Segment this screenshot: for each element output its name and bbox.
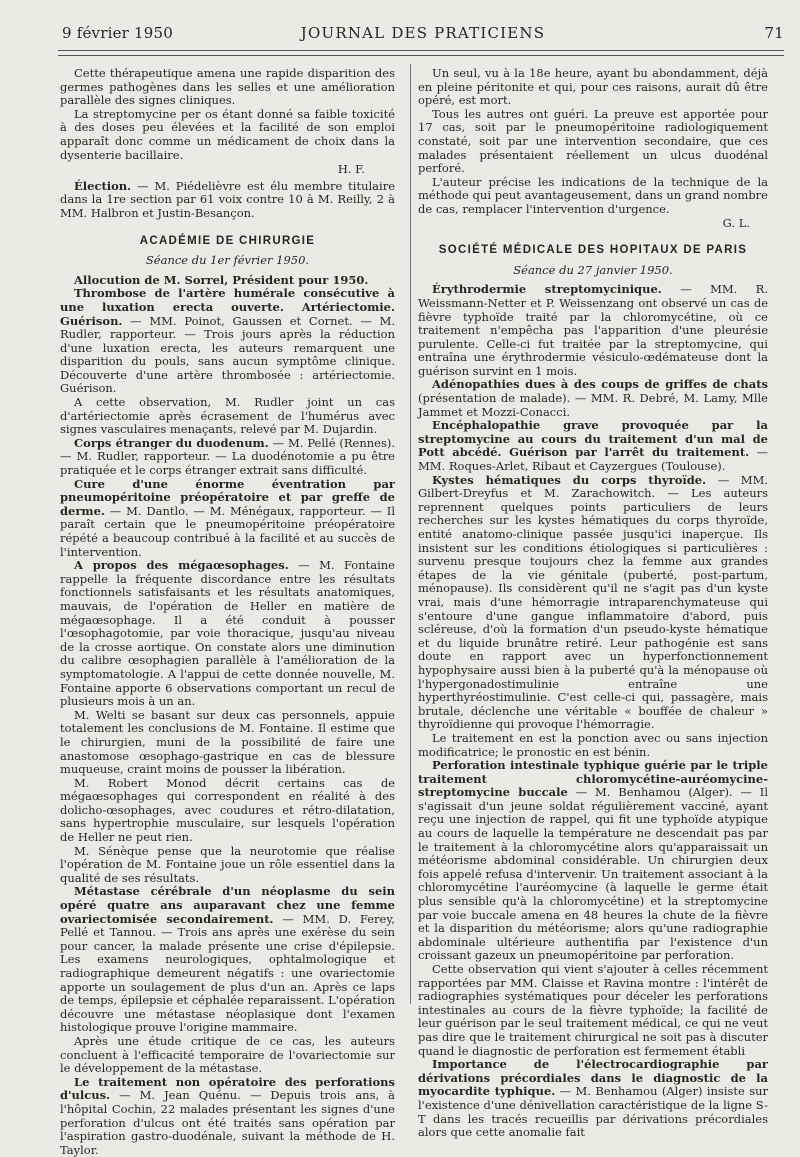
thrombose-paragraph	[60, 287, 395, 396]
erythrodermie-paragraph	[418, 283, 768, 378]
paragraph: Un seul, vu à la 18e heure, ayant bu abondamment, déjà en pleine péritonite et qui, pour ces raisons, aurait dû être opéré, est mort.	[418, 66, 768, 108]
paragraph: M. Sénèque pense que la neurotomie que réalise l'opération de M. Fontaine joue un rôle essentiel dans la qualité de ses résultats.	[60, 843, 395, 885]
item-title: A propos des mégaœsophages.	[74, 558, 289, 573]
item-text: — M. Fontaine rappelle la fréquente discordance entre les résultats fonctionnels satisfaisants et les résultats anatomiques, mauvais, de l'opération de Heller en matière de mégaœsophage. Il a été conduit à pousser l'œsophagotomie, par voie thoracique, jusqu'au niveau de la crosse aortique. On constate alors une diminution du calibre œsophagien parallèle à l'amélioration de la symptomatologie. A l'appui de cette donnée nouvelle, M. Fontaine apporte 6 observations comportant un recul de plusieurs mois à un an.	[60, 558, 395, 709]
session-date: Séance du 1er février 1950.	[145, 253, 310, 268]
paragraph: La streptomycine per os étant donné sa faible toxicité à des doses peu élevées et la facilité de son emploi apparaît donc comme un médicament de choix dans la dysenterie bacillaire.	[60, 106, 395, 162]
header-date: 9 février 1950	[62, 24, 173, 42]
adenopathies-paragraph	[418, 378, 768, 419]
item-title: Importance de l'électrocardiographie par dérivations précordiales dans le diagnostic de la myocardite typhique.	[418, 1057, 768, 1099]
item-title: Thrombose de l'artère humérale consécutive à une luxation erecta ouverte. Artériectomie. Guérison.	[60, 286, 395, 328]
item-text: — M. Piédelièvre est élu membre titulaire dans la 1re section par 61 voix contre 10 à M. Reilly, 2 à MM. Halbron et Justin-Besançon.	[60, 178, 395, 220]
right-column	[418, 66, 769, 1140]
item-text: — M. Benhamou (Alger) insiste sur l'existence d'une dénivellation caractéristique de la ligne S-T dans les tracés recueillis par dérivations précordiales alors que cette anomalie fait	[418, 1084, 769, 1140]
header-rule-second	[58, 55, 784, 56]
meta-paragraph	[60, 885, 395, 1035]
paragraph: A cette observation, M. Rudler joint un cas d'artériectomie après écrasement de l'humérus avec signes vasculaires menaçants, relevé par M. Dujardin.	[60, 395, 395, 437]
header-rule	[58, 50, 784, 51]
column-divider	[410, 64, 411, 1004]
traitement-paragraph	[60, 1076, 395, 1157]
item-title: Corps étranger du duodenum.	[74, 435, 269, 450]
left-column	[60, 66, 396, 1157]
mega-paragraph	[60, 559, 395, 709]
paragraph: Cette thérapeutique amena une rapide disparition des germes pathogènes dans les selles et une amélioration parallèle des signes cliniques.	[60, 66, 395, 108]
paragraph: Tous les autres ont guéri. La preuve est apportée pour 17 cas, soit par le pneumopéritoine radiologiquement constaté, soit par une intervention secondaire, que ces malades présentaient réellement un ulcus duodénal perforé.	[418, 106, 768, 176]
allocution-heading: Allocution de M. Sorrel, Président pour 1950.	[74, 272, 369, 287]
item-text: — MM. R. Weissmann-Netter et P. Weissenzang ont observé un cas de fièvre typhoïde traité par la chloromycétine, où ce traitement n'empêcha pas l'apparition d'une pleurésie purulente. Celle-ci fut traitée par la streptomycine, qui entraîna une érythrodermie vésiculo-œdémateuse dont la guérison survint en 1 mois.	[418, 282, 768, 378]
item-title: Adénopathies dues à des coups de griffes de chats	[432, 377, 768, 392]
item-title: Érythrodermie streptomycinique.	[432, 282, 662, 297]
encephalopathie-paragraph	[418, 419, 768, 473]
item-text: — MM. Roques-Arlet, Ribaut et Cayzergues (Toulouse).	[418, 445, 768, 474]
item-title: Kystes hématiques du corps thyroïde.	[432, 472, 707, 487]
paragraph: M. Robert Monod décrit certains cas de mégaœsophages qui correspondent en réalité à des dolicho-œsophages, avec coudures et rétro-dilatation, sans hypertrophie musculaire, sur lesquels l'opération de Heller ne peut rien.	[60, 775, 395, 845]
item-text: — M. Pellé (Rennes). — M. Rudler, rapporteur. — La duodénotomie a pu être pratiquée et le corps étranger extrait sans difficulté.	[60, 435, 396, 478]
item-text: (présentation de malade). — MM. R. Debré, M. Lamy, Mlle Jammet et Mozzi-Conacci.	[418, 391, 768, 419]
paragraph: Le traitement en est la ponction avec ou sans injection modificatrice; le pronostic en est bénin.	[418, 730, 768, 759]
header-page-number: 71	[764, 24, 784, 42]
item-title: Cure d'une énorme éventration par pneumopéritoine préopératoire et par greffe de derme.	[60, 476, 395, 518]
perforation-paragraph	[418, 759, 768, 963]
item-title: Perforation intestinale typhique guérie par le triple traitement chloromycétine-auréomycine-streptomycine buccale	[418, 758, 768, 800]
section-heading: ACADÉMIE DE CHIRURGIE	[139, 234, 316, 247]
paragraph: Après une étude critique de ce cas, les auteurs concluent à l'efficacité temporaire de l'ovariectomie sur le développement de la métastase.	[60, 1033, 395, 1076]
item-title: Métastase cérébrale d'un néoplasme du sein opéré quatre ans auparavant chez une femme ovariectomisée secondairement.	[60, 884, 395, 926]
section-heading: SOCIÉTÉ MÉDICALE DES HOPITAUX DE PARIS	[438, 244, 748, 257]
item-text: — MM. Poinot, Gaussen et Cornet. — M. Rudler, rapporteur. — Trois jours après la réduction d'une luxation erecta, les auteurs remarquent une disparition du pouls, sans aucun symptôme clinique. Découverte d'une artère thrombosée : artériectomie. Guérison.	[60, 313, 395, 396]
author-initials: H. F.	[337, 162, 365, 177]
kystes-paragraph	[418, 474, 768, 732]
item-text: — M. Jean Quénu. — Depuis trois ans, à l'hôpital Cochin, 22 malades présentant les signes d'une perforation d'ulcus ont été traités sans opération par l'aspiration gastro-duodénale, suivant la méthode de H. Taylor.	[60, 1088, 395, 1157]
cure-paragraph	[60, 478, 395, 560]
paragraph: L'auteur précise les indications de la technique de la méthode qui peut avantageusement, dans un grand nombre de cas, remplacer l'intervention d'urgence.	[418, 174, 768, 216]
paragraph: Cette observation qui vient s'ajouter à celles récemment rapportées par MM. Claisse et Ravina montre : l'intérêt de radiographies systématiques pour déceler les perforations intestinales au cours de la fièvre typhoïde; la facilité de leur guérison par le seul traitement médical, ce qui ne veut pas dire que le traitement chirurgical ne soit pas à discuter quand le diagnostic de perforation est fermement établi	[418, 962, 768, 1058]
header-journal-title: JOURNAL DES PRATICIENS	[300, 24, 546, 42]
item-text: — M. Benhamou (Alger). — Il s'agissait d'un jeune soldat régulièrement vacciné, ayant reçu une injection de rappel, qui fit une typhoïde atypique au cours de laquelle la température ne descendait pas par le traitement à la chloromycétine alors qu'apparaissait un météorisme abdominal considérable. Un chirurgien deux fois appelé refusa d'intervenir. Un traitement associant à la chloromycétine l'auréomycine (à laquelle le germe était plus sensible qu'à la chloromycétine) et la streptomycine par voie buccale amena en 48 heures la chute de la fièvre et la disparition du météorisme; alors qu'une radiographie abdominale ultérieure authentifia par l'existence d'un croissant gazeux un pneumopéritoine par perforation.	[418, 785, 769, 963]
election-paragraph	[60, 180, 395, 221]
corps-paragraph	[60, 437, 395, 478]
item-text: — MM. D. Ferey, Pellé et Tannou. — Trois ans après une exérèse du sein pour cancer, la malade présente une crise d'épilepsie. Les examens neurologiques, ophtalmologique et radiographique demeurent négatifs : une ovariectomie apporte un soulagement de plus d'un an. Après ce laps de temps, épilepsie et céphalée reparaissent. L'opération découvre une métastase néoplasique dont l'examen histologique prouve l'origine mammaire.	[60, 911, 395, 1035]
paragraph: M. Welti se basant sur deux cas personnels, appuie totalement les conclusions de M. Fontaine. Il estime que le chirurgien, muni de la possibilité de faire une anastomose œsophago-gastrique en cas de blessure muqueuse, craint moins de pousser la libération.	[60, 707, 395, 777]
item-title: Encéphalopathie grave provoquée par la streptomycine au cours du traitement d'un mal de Pott abcédé. Guérison par l'arrêt du traitement.	[418, 418, 768, 460]
item-title: Le traitement non opératoire des perforations d'ulcus.	[60, 1074, 395, 1103]
item-text: — M. Dantlo. — M. Ménégaux, rapporteur. — Il paraît certain que le pneumopéritoine préopératoire répété a beaucoup contribué à la facilité et au succès de l'intervention.	[60, 503, 396, 559]
ecg-paragraph	[418, 1058, 768, 1140]
session-date: Séance du 27 janvier 1950.	[513, 262, 673, 277]
item-text: — MM. Gilbert-Dreyfus et M. Zarachowitch. — Les auteurs reprennent quelques points particuliers de leurs recherches sur les kystes hématiques du corps thyroïde, entité anatomo-clinique passée jusqu'ici inaperçue. Ils insistent sur les conditions étiologiques si particulières : survenu presque toujours chez la femme aux grandes étapes de la vie génitale (puberté, post-partum, ménopause). Ils considèrent qu'il ne s'agit pas d'un kyste vrai, mais d'une hémorragie intraparenchymateuse qui s'entoure d'une gangue inflammatoire d'abord, puis scléreuse, d'où la formation d'un pseudo-kyste hématique et du liquide brunâtre retiré. Leur pathogénie est sans doute en rapport avec un hyperfonctionnement hypophysaire aussi bien à la puberté qu'à la ménopause où l'hypergonadostimulinie entraîne une hyperthyréostimulinie. C'est celle-ci qui, passagère, mais brutale, déclenche une véritable « bouffée de chaleur » thyroïdienne qui provoque l'hémorragie.	[418, 472, 768, 732]
author-initials: G. L.	[722, 215, 750, 230]
item-title: Élection.	[74, 178, 132, 193]
